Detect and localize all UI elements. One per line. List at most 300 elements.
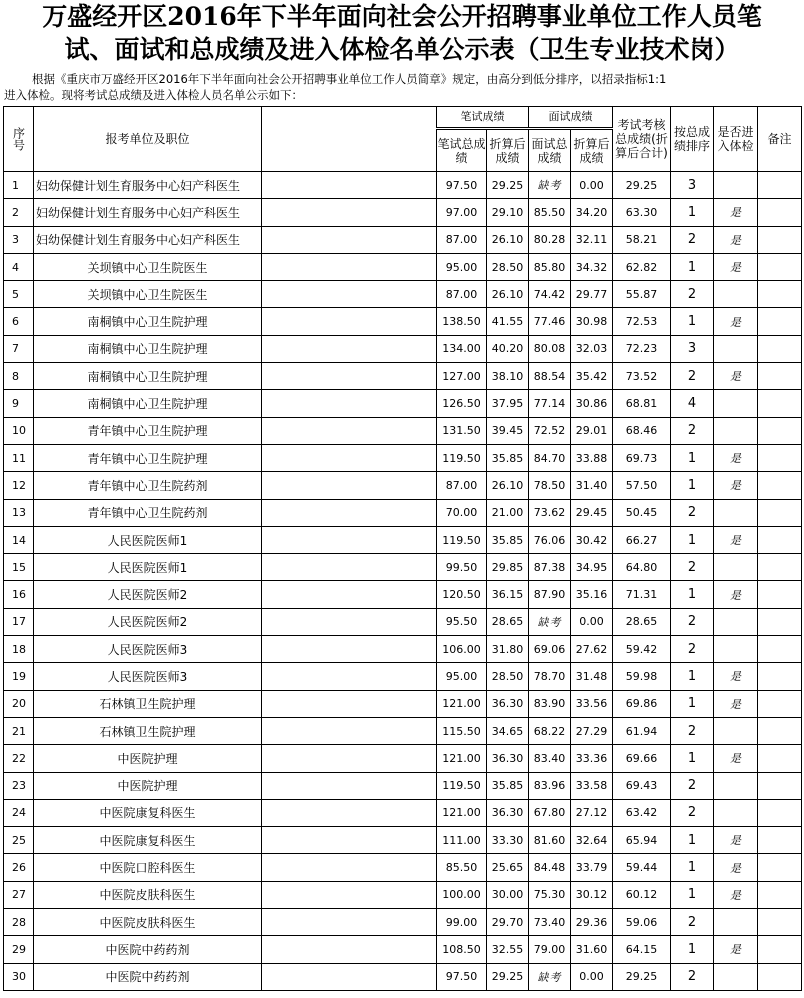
cell-rank: 2 [671, 363, 714, 390]
cell-interview-total: 83.90 [529, 690, 571, 717]
cell-seq: 7 [4, 335, 34, 362]
cell-remark [758, 963, 802, 990]
cell-final: 69.73 [613, 444, 671, 471]
cell-blank [262, 745, 437, 772]
cell-unit: 南桐镇中心卫生院护理 [34, 335, 262, 362]
cell-remark [758, 363, 802, 390]
cell-interview-total: 73.40 [529, 909, 571, 936]
cell-seq: 4 [4, 253, 34, 280]
cell-written-converted: 39.45 [487, 417, 529, 444]
cell-interview-converted: 30.86 [571, 390, 613, 417]
cell-physical: 是 [714, 854, 758, 881]
cell-interview-total: 77.14 [529, 390, 571, 417]
cell-physical: 是 [714, 581, 758, 608]
cell-remark [758, 526, 802, 553]
cell-rank: 1 [671, 472, 714, 499]
cell-written-total: 95.00 [437, 663, 487, 690]
cell-written-converted: 28.50 [487, 663, 529, 690]
cell-written-total: 70.00 [437, 499, 487, 526]
cell-written-converted: 28.50 [487, 253, 529, 280]
cell-final: 59.44 [613, 854, 671, 881]
cell-written-total: 126.50 [437, 390, 487, 417]
header-blank [262, 107, 437, 172]
cell-blank [262, 335, 437, 362]
table-row [4, 772, 802, 799]
cell-seq: 27 [4, 881, 34, 908]
table-row [4, 827, 802, 854]
table-row [4, 199, 802, 226]
cell-interview-converted: 0.00 [571, 608, 613, 635]
cell-seq: 15 [4, 554, 34, 581]
table-row [4, 335, 802, 362]
cell-remark [758, 499, 802, 526]
cell-final: 69.43 [613, 772, 671, 799]
cell-physical [714, 963, 758, 990]
page-title [0, 0, 804, 70]
cell-rank: 1 [671, 881, 714, 908]
table-row [4, 663, 802, 690]
cell-written-converted: 37.95 [487, 390, 529, 417]
cell-physical: 是 [714, 690, 758, 717]
cell-unit: 中医院康复科医生 [34, 827, 262, 854]
cell-remark [758, 636, 802, 663]
cell-rank: 1 [671, 936, 714, 963]
header-written-total: 笔试总成绩 [437, 129, 487, 172]
cell-physical: 是 [714, 308, 758, 335]
cell-interview-total: 77.46 [529, 308, 571, 335]
cell-interview-converted: 32.03 [571, 335, 613, 362]
cell-remark [758, 308, 802, 335]
cell-seq: 1 [4, 172, 34, 199]
cell-seq: 23 [4, 772, 34, 799]
cell-physical: 是 [714, 444, 758, 471]
table-row [4, 636, 802, 663]
cell-blank [262, 717, 437, 744]
cell-written-total: 121.00 [437, 799, 487, 826]
cell-remark [758, 827, 802, 854]
cell-interview-total: 80.28 [529, 226, 571, 253]
cell-physical: 是 [714, 936, 758, 963]
table-row [4, 881, 802, 908]
cell-interview-total: 68.22 [529, 717, 571, 744]
cell-final: 55.87 [613, 281, 671, 308]
cell-final: 69.86 [613, 690, 671, 717]
cell-unit: 妇幼保健计划生育服务中心妇产科医生 [34, 226, 262, 253]
cell-interview-converted: 27.29 [571, 717, 613, 744]
table-row [4, 499, 802, 526]
cell-remark [758, 472, 802, 499]
cell-written-total: 127.00 [437, 363, 487, 390]
cell-written-total: 119.50 [437, 526, 487, 553]
cell-physical: 是 [714, 827, 758, 854]
cell-interview-converted: 33.58 [571, 772, 613, 799]
cell-seq: 9 [4, 390, 34, 417]
cell-written-converted: 26.10 [487, 226, 529, 253]
table-row [4, 253, 802, 280]
cell-unit: 南桐镇中心卫生院护理 [34, 390, 262, 417]
cell-written-converted: 29.25 [487, 172, 529, 199]
cell-blank [262, 636, 437, 663]
cell-rank: 2 [671, 717, 714, 744]
cell-unit: 青年镇中心卫生院护理 [34, 444, 262, 471]
cell-written-total: 119.50 [437, 444, 487, 471]
cell-unit: 中医院皮肤科医生 [34, 909, 262, 936]
cell-final: 58.21 [613, 226, 671, 253]
cell-unit: 南桐镇中心卫生院护理 [34, 308, 262, 335]
cell-interview-converted: 34.32 [571, 253, 613, 280]
cell-written-total: 106.00 [437, 636, 487, 663]
cell-blank [262, 936, 437, 963]
cell-rank: 1 [671, 827, 714, 854]
cell-unit: 人民医院医师3 [34, 663, 262, 690]
cell-blank [262, 690, 437, 717]
cell-final: 63.30 [613, 199, 671, 226]
cell-written-converted: 34.65 [487, 717, 529, 744]
cell-final: 59.06 [613, 909, 671, 936]
cell-written-total: 95.50 [437, 608, 487, 635]
cell-final: 61.94 [613, 717, 671, 744]
cell-written-total: 120.50 [437, 581, 487, 608]
cell-unit: 人民医院医师1 [34, 526, 262, 553]
cell-interview-total: 85.80 [529, 253, 571, 280]
cell-written-converted: 35.85 [487, 526, 529, 553]
cell-final: 64.15 [613, 936, 671, 963]
cell-interview-converted: 30.12 [571, 881, 613, 908]
cell-seq: 13 [4, 499, 34, 526]
cell-interview-total: 缺考 [529, 963, 571, 990]
cell-physical: 是 [714, 663, 758, 690]
cell-rank: 2 [671, 499, 714, 526]
cell-written-converted: 36.30 [487, 799, 529, 826]
cell-remark [758, 663, 802, 690]
cell-physical [714, 799, 758, 826]
cell-rank: 1 [671, 854, 714, 881]
cell-physical [714, 499, 758, 526]
cell-interview-converted: 34.20 [571, 199, 613, 226]
cell-final: 60.12 [613, 881, 671, 908]
cell-remark [758, 172, 802, 199]
cell-remark [758, 936, 802, 963]
cell-seq: 14 [4, 526, 34, 553]
cell-blank [262, 663, 437, 690]
cell-final: 28.65 [613, 608, 671, 635]
cell-interview-total: 69.06 [529, 636, 571, 663]
cell-physical: 是 [714, 881, 758, 908]
table-row [4, 226, 802, 253]
cell-final: 65.94 [613, 827, 671, 854]
cell-seq: 22 [4, 745, 34, 772]
cell-written-total: 97.50 [437, 172, 487, 199]
table-row [4, 799, 802, 826]
cell-final: 50.45 [613, 499, 671, 526]
cell-physical [714, 390, 758, 417]
cell-seq: 28 [4, 909, 34, 936]
cell-written-converted: 25.65 [487, 854, 529, 881]
table-row [4, 363, 802, 390]
cell-seq: 19 [4, 663, 34, 690]
cell-remark [758, 881, 802, 908]
cell-unit: 中医院康复科医生 [34, 799, 262, 826]
cell-remark [758, 608, 802, 635]
cell-unit: 人民医院医师2 [34, 608, 262, 635]
results-table-body [4, 172, 802, 991]
cell-blank [262, 308, 437, 335]
cell-seq: 8 [4, 363, 34, 390]
cell-physical [714, 636, 758, 663]
cell-blank [262, 526, 437, 553]
cell-rank: 1 [671, 526, 714, 553]
cell-blank [262, 199, 437, 226]
cell-interview-total: 83.40 [529, 745, 571, 772]
cell-remark [758, 717, 802, 744]
cell-interview-total: 78.50 [529, 472, 571, 499]
cell-written-converted: 32.55 [487, 936, 529, 963]
cell-physical: 是 [714, 253, 758, 280]
cell-physical [714, 772, 758, 799]
cell-written-converted: 29.85 [487, 554, 529, 581]
cell-blank [262, 827, 437, 854]
header-remark: 备注 [758, 107, 802, 172]
cell-interview-total: 78.70 [529, 663, 571, 690]
cell-interview-total: 缺考 [529, 172, 571, 199]
cell-remark [758, 690, 802, 717]
cell-interview-total: 88.54 [529, 363, 571, 390]
cell-interview-converted: 32.11 [571, 226, 613, 253]
cell-physical: 是 [714, 226, 758, 253]
cell-written-total: 97.50 [437, 963, 487, 990]
cell-written-total: 111.00 [437, 827, 487, 854]
cell-rank: 1 [671, 745, 714, 772]
cell-remark [758, 199, 802, 226]
cell-remark [758, 335, 802, 362]
table-row [4, 308, 802, 335]
cell-interview-converted: 29.77 [571, 281, 613, 308]
cell-written-converted: 29.10 [487, 199, 529, 226]
cell-unit: 人民医院医师1 [34, 554, 262, 581]
cell-final: 64.80 [613, 554, 671, 581]
cell-written-converted: 28.65 [487, 608, 529, 635]
cell-rank: 2 [671, 799, 714, 826]
cell-unit: 中医院皮肤科医生 [34, 881, 262, 908]
cell-physical [714, 281, 758, 308]
cell-physical [714, 608, 758, 635]
cell-unit: 妇幼保健计划生育服务中心妇产科医生 [34, 172, 262, 199]
cell-blank [262, 963, 437, 990]
cell-remark [758, 226, 802, 253]
cell-written-converted: 36.30 [487, 745, 529, 772]
cell-seq: 12 [4, 472, 34, 499]
table-row [4, 526, 802, 553]
cell-written-total: 138.50 [437, 308, 487, 335]
cell-written-total: 121.00 [437, 690, 487, 717]
cell-blank [262, 772, 437, 799]
header-final: 考试考核总成绩(折算后合计) [613, 107, 671, 172]
cell-remark [758, 772, 802, 799]
header-interview-converted: 折算后成绩 [571, 129, 613, 172]
cell-interview-converted: 0.00 [571, 172, 613, 199]
intro-line-2: 进入体检。现将考试总成绩及进入体检人员名单公示如下： [4, 88, 303, 102]
cell-interview-converted: 33.36 [571, 745, 613, 772]
cell-seq: 25 [4, 827, 34, 854]
cell-blank [262, 554, 437, 581]
cell-interview-total: 83.96 [529, 772, 571, 799]
header-unit: 报考单位及职位 [34, 107, 262, 172]
cell-physical [714, 717, 758, 744]
cell-seq: 17 [4, 608, 34, 635]
cell-interview-total: 76.06 [529, 526, 571, 553]
cell-interview-total: 80.08 [529, 335, 571, 362]
cell-written-total: 121.00 [437, 745, 487, 772]
cell-physical: 是 [714, 745, 758, 772]
cell-written-total: 87.00 [437, 226, 487, 253]
cell-interview-converted: 29.36 [571, 909, 613, 936]
cell-seq: 26 [4, 854, 34, 881]
cell-interview-total: 87.38 [529, 554, 571, 581]
cell-written-total: 95.00 [437, 253, 487, 280]
cell-blank [262, 472, 437, 499]
intro-paragraph [4, 71, 800, 103]
cell-rank: 2 [671, 281, 714, 308]
cell-interview-total: 73.62 [529, 499, 571, 526]
cell-interview-total: 72.52 [529, 417, 571, 444]
cell-written-converted: 36.15 [487, 581, 529, 608]
table-row [4, 172, 802, 199]
cell-written-converted: 40.20 [487, 335, 529, 362]
cell-written-converted: 21.00 [487, 499, 529, 526]
cell-unit: 人民医院医师3 [34, 636, 262, 663]
cell-blank [262, 172, 437, 199]
cell-rank: 3 [671, 172, 714, 199]
cell-written-total: 87.00 [437, 472, 487, 499]
cell-rank: 1 [671, 444, 714, 471]
cell-interview-total: 79.00 [529, 936, 571, 963]
table-row [4, 909, 802, 936]
cell-seq: 21 [4, 717, 34, 744]
cell-written-converted: 30.00 [487, 881, 529, 908]
cell-rank: 2 [671, 554, 714, 581]
cell-rank: 1 [671, 253, 714, 280]
cell-unit: 中医院口腔科医生 [34, 854, 262, 881]
cell-rank: 2 [671, 772, 714, 799]
title-line-1: 万盛经开区2016年下半年面向社会公开招聘事业单位工作人员笔 [42, 2, 762, 31]
cell-written-converted: 35.85 [487, 444, 529, 471]
cell-interview-total: 84.48 [529, 854, 571, 881]
cell-final: 68.81 [613, 390, 671, 417]
cell-written-converted: 35.85 [487, 772, 529, 799]
cell-unit: 中医院护理 [34, 772, 262, 799]
cell-final: 68.46 [613, 417, 671, 444]
cell-unit: 关坝镇中心卫生院医生 [34, 281, 262, 308]
cell-rank: 2 [671, 963, 714, 990]
cell-final: 66.27 [613, 526, 671, 553]
cell-interview-converted: 30.42 [571, 526, 613, 553]
cell-remark [758, 417, 802, 444]
cell-rank: 1 [671, 663, 714, 690]
results-table [3, 106, 802, 991]
cell-unit: 中医院护理 [34, 745, 262, 772]
cell-final: 72.53 [613, 308, 671, 335]
cell-blank [262, 909, 437, 936]
cell-interview-converted: 34.95 [571, 554, 613, 581]
table-row [4, 472, 802, 499]
cell-seq: 2 [4, 199, 34, 226]
cell-physical [714, 554, 758, 581]
cell-unit: 青年镇中心卫生院药剂 [34, 499, 262, 526]
cell-written-converted: 26.10 [487, 281, 529, 308]
cell-final: 59.42 [613, 636, 671, 663]
cell-final: 73.52 [613, 363, 671, 390]
cell-written-total: 131.50 [437, 417, 487, 444]
header-physical: 是否进入体检 [714, 107, 758, 172]
cell-interview-converted: 30.98 [571, 308, 613, 335]
cell-written-total: 119.50 [437, 772, 487, 799]
cell-remark [758, 854, 802, 881]
cell-blank [262, 854, 437, 881]
table-row [4, 854, 802, 881]
cell-interview-total: 87.90 [529, 581, 571, 608]
cell-unit: 南桐镇中心卫生院护理 [34, 363, 262, 390]
cell-final: 29.25 [613, 172, 671, 199]
table-row [4, 745, 802, 772]
cell-remark [758, 253, 802, 280]
cell-final: 62.82 [613, 253, 671, 280]
cell-unit: 妇幼保健计划生育服务中心妇产科医生 [34, 199, 262, 226]
header-rank: 按总成绩排序 [671, 107, 714, 172]
cell-interview-total: 75.30 [529, 881, 571, 908]
table-row [4, 608, 802, 635]
cell-interview-total: 74.42 [529, 281, 571, 308]
cell-final: 29.25 [613, 963, 671, 990]
cell-blank [262, 581, 437, 608]
table-row [4, 417, 802, 444]
header-seq: 序号 [4, 107, 34, 172]
cell-interview-converted: 35.42 [571, 363, 613, 390]
cell-written-total: 134.00 [437, 335, 487, 362]
cell-blank [262, 281, 437, 308]
cell-rank: 2 [671, 636, 714, 663]
cell-blank [262, 226, 437, 253]
cell-unit: 人民医院医师2 [34, 581, 262, 608]
cell-blank [262, 390, 437, 417]
cell-seq: 30 [4, 963, 34, 990]
cell-final: 59.98 [613, 663, 671, 690]
cell-written-total: 85.50 [437, 854, 487, 881]
cell-seq: 29 [4, 936, 34, 963]
cell-blank [262, 417, 437, 444]
cell-unit: 石林镇卫生院护理 [34, 717, 262, 744]
cell-remark [758, 581, 802, 608]
table-row [4, 936, 802, 963]
header-interview-total: 面试总成绩 [529, 129, 571, 172]
header-interview-group: 面试成绩 [529, 107, 613, 129]
cell-interview-converted: 35.16 [571, 581, 613, 608]
cell-interview-total: 84.70 [529, 444, 571, 471]
table-row [4, 581, 802, 608]
cell-written-total: 87.00 [437, 281, 487, 308]
cell-interview-converted: 32.64 [571, 827, 613, 854]
header-written-converted: 折算后成绩 [487, 129, 529, 172]
cell-blank [262, 444, 437, 471]
cell-unit: 石林镇卫生院护理 [34, 690, 262, 717]
cell-seq: 11 [4, 444, 34, 471]
cell-interview-converted: 31.60 [571, 936, 613, 963]
cell-unit: 中医院中药药剂 [34, 963, 262, 990]
cell-rank: 2 [671, 226, 714, 253]
cell-interview-converted: 0.00 [571, 963, 613, 990]
cell-final: 69.66 [613, 745, 671, 772]
cell-written-total: 97.00 [437, 199, 487, 226]
cell-interview-converted: 29.01 [571, 417, 613, 444]
